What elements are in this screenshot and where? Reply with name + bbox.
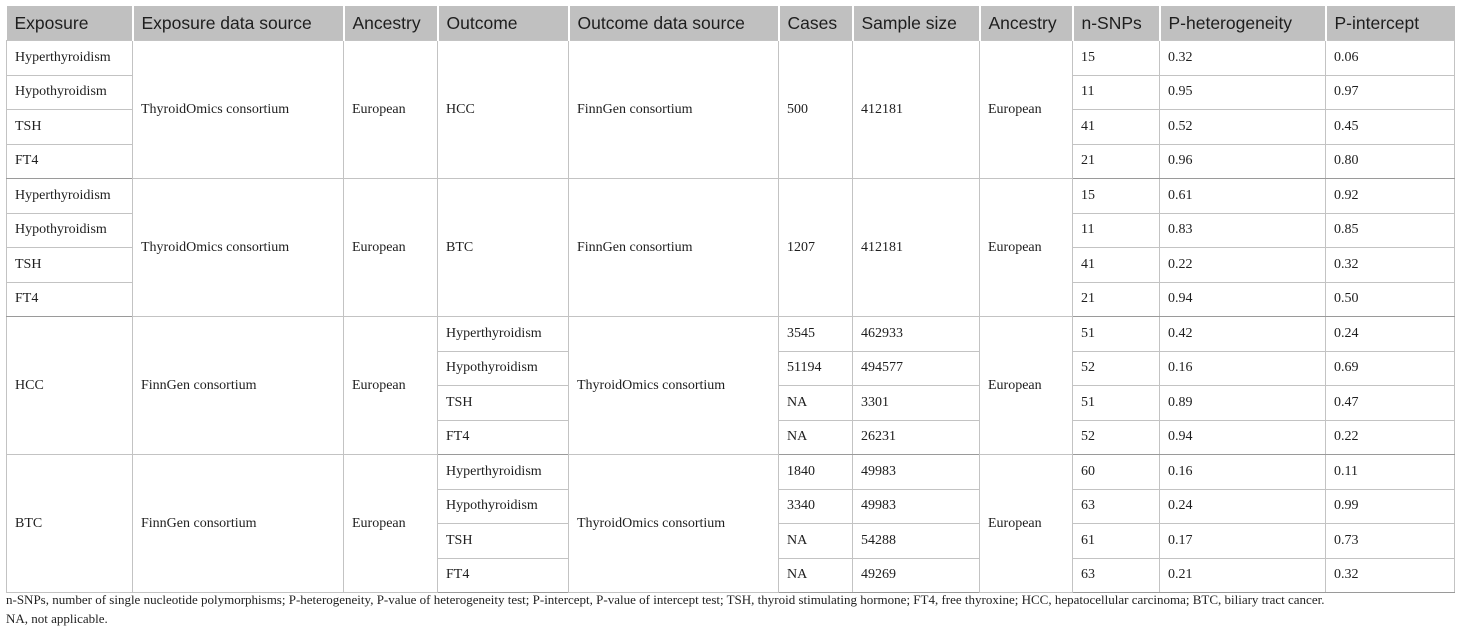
table-row <box>7 41 1455 76</box>
p-heterogeneity-cell: 0.83 <box>1160 213 1326 248</box>
n-snps-cell: 41 <box>1073 110 1160 145</box>
header-p-heterogeneity: P-heterogeneity <box>1160 6 1326 41</box>
ancestry-cell: European <box>344 41 438 179</box>
p-heterogeneity-cell: 0.95 <box>1160 75 1326 110</box>
outcome-cell: TSH <box>438 386 569 421</box>
sample-size-cell: 462933 <box>853 317 980 352</box>
p-intercept-cell: 0.50 <box>1326 282 1455 317</box>
n-snps-cell: 11 <box>1073 75 1160 110</box>
n-snps-cell: 15 <box>1073 41 1160 76</box>
p-heterogeneity-cell: 0.96 <box>1160 144 1326 179</box>
exposure-cell: BTC <box>7 455 133 593</box>
cases-cell: NA <box>779 558 853 593</box>
outcome-cell: Hyperthyroidism <box>438 455 569 490</box>
sample-size-cell: 412181 <box>853 41 980 179</box>
cases-cell: 1207 <box>779 179 853 317</box>
exposure-source-cell: FinnGen consortium <box>133 317 344 455</box>
cases-cell: 500 <box>779 41 853 179</box>
p-intercept-cell: 0.06 <box>1326 41 1455 76</box>
p-heterogeneity-cell: 0.52 <box>1160 110 1326 145</box>
outcome-source-cell: ThyroidOmics consortium <box>569 455 779 593</box>
p-heterogeneity-cell: 0.61 <box>1160 179 1326 214</box>
p-intercept-cell: 0.45 <box>1326 110 1455 145</box>
n-snps-cell: 11 <box>1073 213 1160 248</box>
p-heterogeneity-cell: 0.32 <box>1160 41 1326 76</box>
ancestry-cell: European <box>344 455 438 593</box>
exposure-source-cell: ThyroidOmics consortium <box>133 179 344 317</box>
exposure-source-cell: ThyroidOmics consortium <box>133 41 344 179</box>
header-cases: Cases <box>779 6 853 41</box>
sample-size-cell: 49269 <box>853 558 980 593</box>
p-intercept-cell: 0.47 <box>1326 386 1455 421</box>
outcome-cell: TSH <box>438 524 569 559</box>
p-heterogeneity-cell: 0.17 <box>1160 524 1326 559</box>
sample-size-cell: 54288 <box>853 524 980 559</box>
header-outcome: Outcome <box>438 6 569 41</box>
header-n-snps: n-SNPs <box>1073 6 1160 41</box>
p-heterogeneity-cell: 0.22 <box>1160 248 1326 283</box>
ancestry-outcome-cell: European <box>980 455 1073 593</box>
outcome-cell: BTC <box>438 179 569 317</box>
cases-cell: 1840 <box>779 455 853 490</box>
p-intercept-cell: 0.32 <box>1326 558 1455 593</box>
exposure-cell: Hyperthyroidism <box>7 41 133 76</box>
header-exposure-source: Exposure data source <box>133 6 344 41</box>
outcome-source-cell: ThyroidOmics consortium <box>569 317 779 455</box>
p-heterogeneity-cell: 0.16 <box>1160 351 1326 386</box>
outcome-source-cell: FinnGen consortium <box>569 41 779 179</box>
n-snps-cell: 51 <box>1073 386 1160 421</box>
n-snps-cell: 63 <box>1073 489 1160 524</box>
n-snps-cell: 60 <box>1073 455 1160 490</box>
n-snps-cell: 52 <box>1073 420 1160 455</box>
table-row <box>7 179 1455 214</box>
cases-cell: 3340 <box>779 489 853 524</box>
exposure-cell: TSH <box>7 248 133 283</box>
cases-cell: 3545 <box>779 317 853 352</box>
header-exposure: Exposure <box>7 6 133 41</box>
header-outcome-source: Outcome data source <box>569 6 779 41</box>
exposure-cell: Hypothyroidism <box>7 213 133 248</box>
sample-size-cell: 49983 <box>853 455 980 490</box>
p-heterogeneity-cell: 0.42 <box>1160 317 1326 352</box>
exposure-cell: FT4 <box>7 144 133 179</box>
sample-size-cell: 3301 <box>853 386 980 421</box>
cases-cell: 51194 <box>779 351 853 386</box>
cases-cell: NA <box>779 420 853 455</box>
ancestry-outcome-cell: European <box>980 179 1073 317</box>
p-intercept-cell: 0.11 <box>1326 455 1455 490</box>
header-ancestry-outcome: Ancestry <box>980 6 1073 41</box>
mr-sensitivity-table <box>6 6 1455 593</box>
exposure-cell: FT4 <box>7 282 133 317</box>
n-snps-cell: 41 <box>1073 248 1160 283</box>
exposure-cell: TSH <box>7 110 133 145</box>
ancestry-cell: European <box>344 317 438 455</box>
exposure-cell: HCC <box>7 317 133 455</box>
p-intercept-cell: 0.73 <box>1326 524 1455 559</box>
table-footnote-na: NA, not applicable. <box>6 611 108 626</box>
cases-cell: NA <box>779 524 853 559</box>
outcome-cell: Hypothyroidism <box>438 489 569 524</box>
outcome-cell: FT4 <box>438 558 569 593</box>
header-p-intercept: P-intercept <box>1326 6 1455 41</box>
outcome-cell: HCC <box>438 41 569 179</box>
p-intercept-cell: 0.80 <box>1326 144 1455 179</box>
outcome-source-cell: FinnGen consortium <box>569 179 779 317</box>
p-intercept-cell: 0.99 <box>1326 489 1455 524</box>
header-sample-size: Sample size <box>853 6 980 41</box>
exposure-cell: Hyperthyroidism <box>7 179 133 214</box>
cases-cell: NA <box>779 386 853 421</box>
outcome-cell: Hypothyroidism <box>438 351 569 386</box>
n-snps-cell: 15 <box>1073 179 1160 214</box>
ancestry-outcome-cell: European <box>980 41 1073 179</box>
p-heterogeneity-cell: 0.21 <box>1160 558 1326 593</box>
p-heterogeneity-cell: 0.89 <box>1160 386 1326 421</box>
n-snps-cell: 21 <box>1073 282 1160 317</box>
n-snps-cell: 63 <box>1073 558 1160 593</box>
p-intercept-cell: 0.85 <box>1326 213 1455 248</box>
p-intercept-cell: 0.32 <box>1326 248 1455 283</box>
sample-size-cell: 494577 <box>853 351 980 386</box>
sample-size-cell: 49983 <box>853 489 980 524</box>
p-intercept-cell: 0.97 <box>1326 75 1455 110</box>
outcome-cell: Hyperthyroidism <box>438 317 569 352</box>
p-heterogeneity-cell: 0.24 <box>1160 489 1326 524</box>
p-heterogeneity-cell: 0.16 <box>1160 455 1326 490</box>
ancestry-outcome-cell: European <box>980 317 1073 455</box>
exposure-cell: Hypothyroidism <box>7 75 133 110</box>
outcome-cell: FT4 <box>438 420 569 455</box>
table-row <box>7 455 1455 490</box>
table-footnote-abbreviations: n-SNPs, number of single nucleotide polymorphisms; P-heterogeneity, P-value of heterogeneity test; P-intercept, P-value of intercept test; TSH, thyroid stimulating hormone; FT4, free thyroxine; HCC, hepatocellular carcinoma; BTC, biliary tract cancer. <box>6 592 1325 607</box>
p-heterogeneity-cell: 0.94 <box>1160 282 1326 317</box>
n-snps-cell: 51 <box>1073 317 1160 352</box>
p-intercept-cell: 0.22 <box>1326 420 1455 455</box>
n-snps-cell: 21 <box>1073 144 1160 179</box>
header-row <box>7 6 1455 41</box>
sample-size-cell: 26231 <box>853 420 980 455</box>
exposure-source-cell: FinnGen consortium <box>133 455 344 593</box>
n-snps-cell: 61 <box>1073 524 1160 559</box>
p-intercept-cell: 0.24 <box>1326 317 1455 352</box>
header-ancestry-exposure: Ancestry <box>344 6 438 41</box>
ancestry-cell: European <box>344 179 438 317</box>
p-intercept-cell: 0.92 <box>1326 179 1455 214</box>
sample-size-cell: 412181 <box>853 179 980 317</box>
table-row <box>7 317 1455 352</box>
p-heterogeneity-cell: 0.94 <box>1160 420 1326 455</box>
p-intercept-cell: 0.69 <box>1326 351 1455 386</box>
n-snps-cell: 52 <box>1073 351 1160 386</box>
